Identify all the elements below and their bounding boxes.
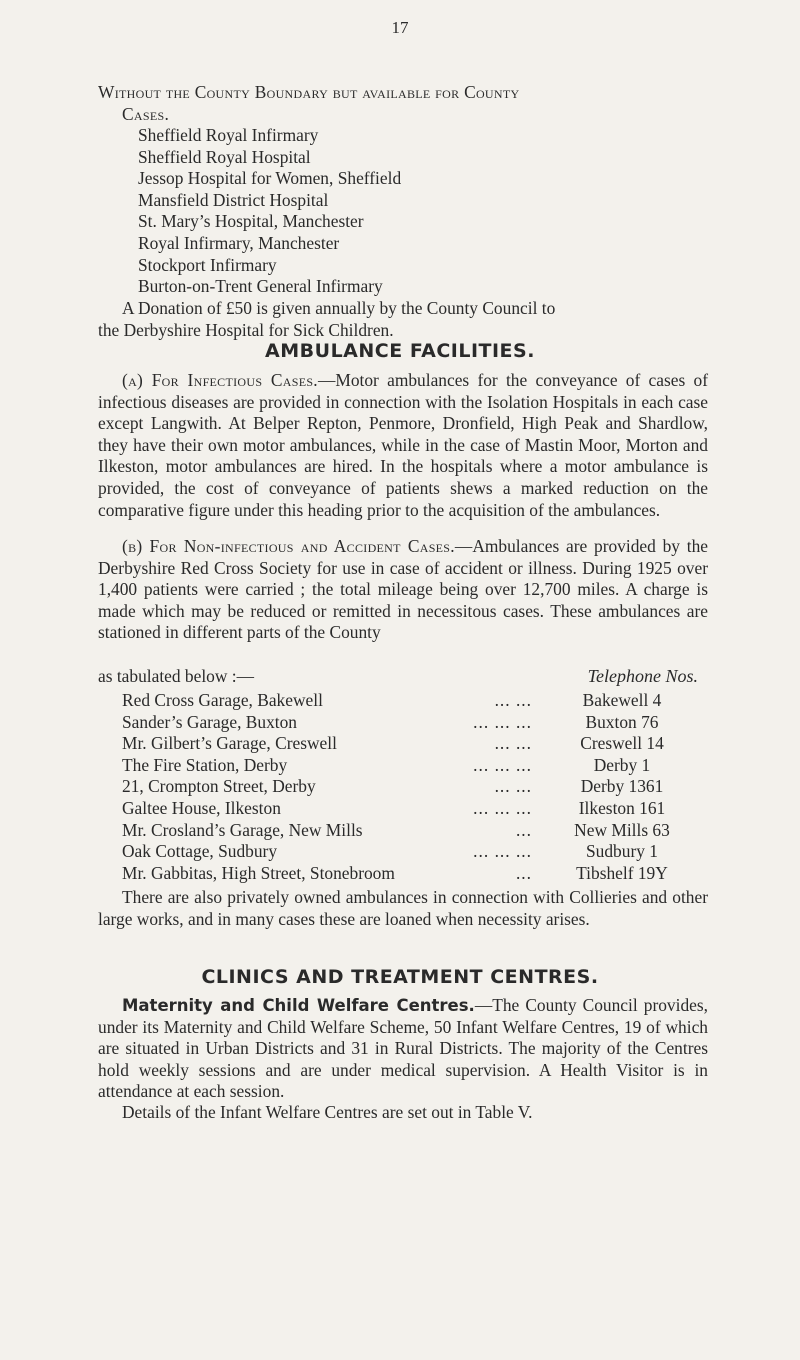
- list-item: Royal Infirmary, Manchester: [138, 232, 340, 253]
- section-heading-without-boundary: [98, 82, 708, 125]
- leader-dots: ... ...: [494, 690, 532, 710]
- station-place: Red Cross Garage, Bakewell: [122, 690, 323, 710]
- station-place: Mr. Gabbitas, High Street, Stonebroom: [122, 862, 395, 883]
- list-item: Stockport Infirmary: [138, 254, 277, 275]
- donation-line-2: the Derbyshire Hospital for Sick Children.: [98, 319, 394, 340]
- telephone-heading: Telephone Nos.: [587, 666, 698, 686]
- station-place: The Fire Station, Derby: [122, 754, 288, 775]
- station-place: 21, Crompton Street, Derby: [122, 776, 316, 797]
- noninfectious-paragraph: [98, 536, 708, 644]
- list-item: Jessop Hospital for Women, Sheffield: [138, 168, 402, 189]
- details-paragraph: [98, 1102, 708, 1124]
- station-place: Galtee House, Ilkeston: [122, 797, 281, 818]
- tabulated-line: [98, 666, 708, 688]
- private-ambulance-paragraph: [98, 887, 708, 930]
- table-row: [122, 690, 712, 712]
- infectious-label: (a) For Infectious Cases.: [122, 370, 318, 390]
- leader-dots: ... ...: [494, 776, 532, 797]
- list-item: Mansfield District Hospital: [138, 189, 329, 210]
- maternity-paragraph: [98, 995, 708, 1103]
- donation-line-1: A Donation of £50 is given annually by the County Council to: [122, 298, 556, 318]
- list-item: Sheffield Royal Hospital: [138, 146, 311, 167]
- page-number: 17: [391, 18, 409, 37]
- leader-dots: ... ... ...: [473, 841, 532, 862]
- station-telephone: Derby 1: [593, 754, 651, 775]
- station-place: Mr. Gilbert’s Garage, Creswell: [122, 733, 337, 754]
- donation-paragraph: [98, 298, 708, 341]
- station-telephone: Ilkeston 161: [578, 797, 666, 818]
- heading-line-1: Without the County Boundary but available for County: [98, 82, 520, 102]
- table-row: [122, 798, 712, 820]
- clinics-heading: CLINICS AND TREATMENT CENTRES.: [201, 966, 599, 988]
- leader-dots: ...: [515, 862, 532, 883]
- station-telephone: Bakewell 4: [582, 690, 662, 710]
- noninfectious-label: (b) For Non-infectious and Accident Cases.: [122, 536, 455, 556]
- station-telephone: Creswell 14: [580, 733, 664, 754]
- infectious-paragraph: [98, 370, 708, 521]
- stations-table: [122, 690, 712, 884]
- private-text: There are also privately owned ambulances in connection with Collieries and other large works, and in many cases these are loaned when necessity arises.: [98, 887, 708, 929]
- station-place: Oak Cottage, Sudbury: [122, 841, 278, 862]
- list-item: Sheffield Royal Infirmary: [138, 125, 319, 145]
- station-telephone: Buxton 76: [585, 711, 659, 732]
- infectious-text: —Motor ambulances for the conveyance of cases of infectious diseases are provided in connection with the Isolation Hospitals in each case except Langwith. At Belper Repton, Penmore, Dronfield, High Peak and Shardlow, they have their own motor ambulances, while in the case of Mastin Moor, Morton and Ilkeston, motor ambulances are hired. In the hospitals where a motor ambulance is provided, the cost of conveyance of patients shews a marked reduction on the comparative figure under this heading prior to the acquisition of the ambulances.: [98, 370, 708, 520]
- station-place: Mr. Crosland’s Garage, New Mills: [122, 819, 363, 840]
- details-text: Details of the Infant Welfare Centres are set out in Table V.: [122, 1102, 533, 1122]
- noninfectious-text: —Ambulances are provided by the Derbyshire Red Cross Society for use in case of accident or illness. During 1925 over 1,400 patients were carried ; the total mileage being over 12,700 miles. A charge is made which may be reduced or remitted in necessitous cases. These ambulances are stationed in different parts of the County: [98, 536, 708, 643]
- table-row: [122, 863, 712, 885]
- table-row: [122, 712, 712, 734]
- list-item: St. Mary’s Hospital, Manchester: [138, 211, 364, 232]
- list-item: Burton-on-Trent General Infirmary: [138, 276, 383, 297]
- table-row: [122, 841, 712, 863]
- table-row: [122, 820, 712, 842]
- ambulance-heading: AMBULANCE FACILITIES.: [265, 340, 535, 362]
- station-telephone: Tibshelf 19Y: [576, 862, 668, 883]
- hospital-list: [138, 125, 401, 298]
- table-row: [122, 776, 712, 798]
- leader-dots: ... ... ...: [473, 754, 532, 775]
- station-telephone: Derby 1361: [580, 776, 664, 797]
- maternity-label: Maternity and Child Welfare Centres.: [122, 996, 475, 1015]
- leader-dots: ... ... ...: [473, 797, 532, 818]
- leader-dots: ... ... ...: [473, 711, 532, 732]
- station-place: Sander’s Garage, Buxton: [122, 711, 297, 732]
- maternity-text: —The County Council provides, under its Maternity and Child Welfare Scheme, 50 Infant Welfare Centres, 19 of which are situated in Urban Districts and 31 in Rural Districts. The majority of the Centres hold weekly sessions and are under medical supervision. A Health Visitor is in attendance at each session.: [98, 995, 708, 1102]
- table-row: [122, 755, 712, 777]
- station-telephone: New Mills 63: [574, 819, 670, 840]
- tabulated-text: as tabulated below :—: [98, 666, 254, 686]
- heading-line-2: Cases.: [122, 103, 170, 124]
- station-telephone: Sudbury 1: [586, 841, 658, 862]
- leader-dots: ... ...: [494, 733, 532, 754]
- table-row: [122, 733, 712, 755]
- leader-dots: ...: [515, 819, 532, 840]
